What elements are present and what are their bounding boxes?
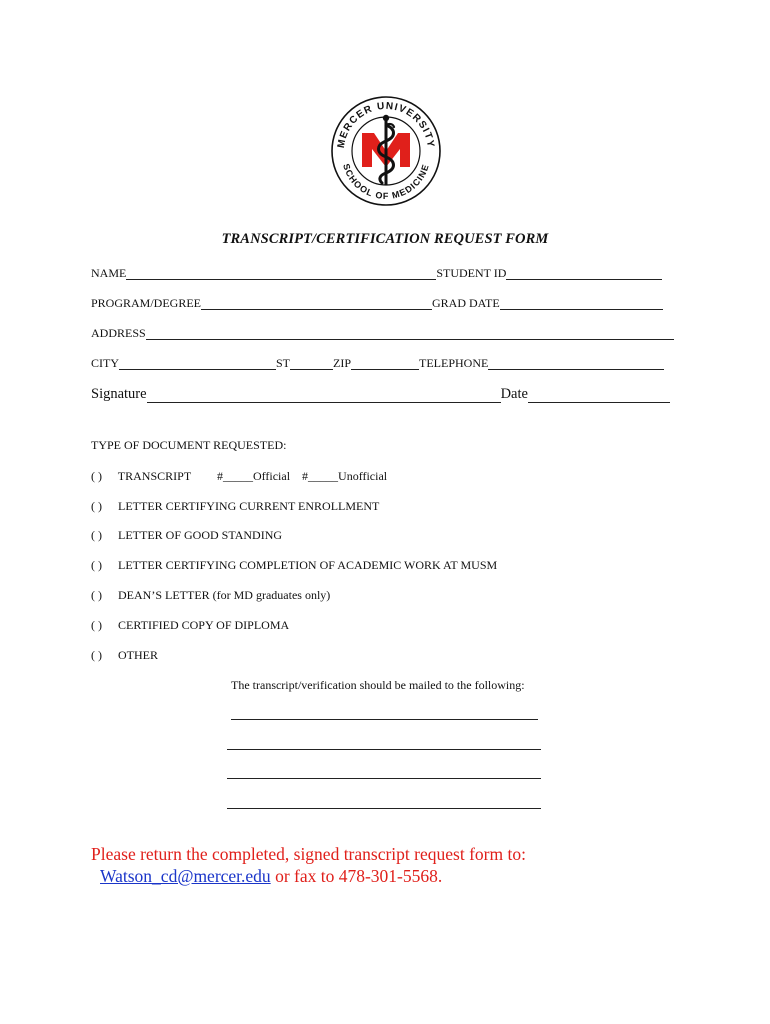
option-current-enrollment-label: LETTER CERTIFYING CURRENT ENROLLMENT bbox=[118, 499, 380, 513]
option-good-standing[interactable] bbox=[91, 528, 282, 543]
row-city-st-zip-telephone bbox=[91, 356, 664, 370]
option-deans-letter-label: DEAN’S LETTER (for MD graduates only) bbox=[118, 588, 331, 602]
mailing-address-line-2[interactable] bbox=[227, 749, 541, 750]
option-deans-letter[interactable] bbox=[91, 588, 330, 603]
program-degree-field[interactable] bbox=[201, 298, 432, 310]
telephone-field[interactable] bbox=[488, 358, 664, 370]
return-email-link[interactable]: Watson_cd@mercer.edu bbox=[100, 866, 271, 886]
return-instructions bbox=[91, 843, 526, 887]
row-program-graddate bbox=[91, 296, 663, 310]
checkbox-diploma-copy[interactable]: ( ) bbox=[91, 618, 102, 632]
option-completion-academic-work-label: LETTER CERTIFYING COMPLETION OF ACADEMIC WORK AT MUSM bbox=[118, 558, 498, 572]
grad-date-label: GRAD DATE bbox=[432, 296, 500, 310]
date-field[interactable] bbox=[528, 389, 670, 403]
option-diploma-copy[interactable] bbox=[91, 618, 289, 633]
option-transcript-copies[interactable]: #_____Official #_____Unofficial bbox=[216, 469, 388, 483]
mailing-instruction: The transcript/verification should be mailed to the following: bbox=[231, 678, 525, 692]
return-line-1: Please return the completed, signed transcript request form to: bbox=[91, 844, 526, 864]
row-name-studentid bbox=[91, 266, 662, 280]
type-of-document-header: TYPE OF DOCUMENT REQUESTED: bbox=[91, 438, 287, 452]
mailing-address-line-3[interactable] bbox=[227, 778, 541, 779]
option-transcript[interactable] bbox=[91, 469, 387, 484]
mercer-university-seal-logo bbox=[330, 95, 442, 207]
checkbox-completion-academic-work[interactable]: ( ) bbox=[91, 558, 102, 572]
signature-field[interactable] bbox=[147, 389, 501, 403]
row-signature-date bbox=[91, 386, 670, 403]
zip-label: ZIP bbox=[333, 356, 352, 370]
option-completion-academic-work[interactable] bbox=[91, 558, 497, 573]
checkbox-deans-letter[interactable]: ( ) bbox=[91, 588, 102, 602]
city-label: CITY bbox=[91, 356, 119, 370]
mailing-address-line-1[interactable] bbox=[231, 719, 538, 720]
row-address bbox=[91, 326, 674, 340]
checkbox-current-enrollment[interactable]: ( ) bbox=[91, 499, 102, 513]
option-transcript-label: TRANSCRIPT bbox=[117, 469, 191, 483]
grad-date-field[interactable] bbox=[500, 298, 663, 310]
option-other[interactable] bbox=[91, 648, 158, 663]
checkbox-transcript[interactable]: ( ) bbox=[91, 469, 102, 483]
checkbox-good-standing[interactable]: ( ) bbox=[91, 528, 102, 542]
date-label: Date bbox=[500, 386, 528, 402]
st-label: ST bbox=[276, 356, 291, 370]
option-good-standing-label: LETTER OF GOOD STANDING bbox=[118, 528, 283, 542]
option-diploma-copy-label: CERTIFIED COPY OF DIPLOMA bbox=[118, 618, 290, 632]
address-field[interactable] bbox=[146, 328, 674, 340]
zip-field[interactable] bbox=[351, 358, 419, 370]
city-field[interactable] bbox=[119, 358, 276, 370]
option-current-enrollment[interactable] bbox=[91, 499, 379, 514]
fax-text: or fax to 478-301-5568. bbox=[270, 866, 443, 886]
name-label: NAME bbox=[91, 266, 127, 280]
student-id-field[interactable] bbox=[506, 268, 662, 280]
st-field[interactable] bbox=[290, 358, 333, 370]
form-title: TRANSCRIPT/CERTIFICATION REQUEST FORM bbox=[221, 231, 549, 247]
address-label: ADDRESS bbox=[91, 326, 146, 340]
signature-label: Signature bbox=[91, 386, 147, 402]
checkbox-other[interactable]: ( ) bbox=[91, 648, 102, 662]
svg-text:SCHOOL OF MEDICINE: SCHOOL OF MEDICINE bbox=[341, 162, 431, 202]
mailing-address-line-4[interactable] bbox=[227, 808, 541, 809]
name-field[interactable] bbox=[126, 268, 436, 280]
program-degree-label: PROGRAM/DEGREE bbox=[91, 296, 202, 310]
telephone-label: TELEPHONE bbox=[419, 356, 489, 370]
return-line-2 bbox=[91, 865, 526, 887]
option-other-label: OTHER bbox=[118, 648, 158, 662]
student-id-label: STUDENT ID bbox=[436, 266, 507, 280]
svg-text:MERCER UNIVERSITY: MERCER UNIVERSITY bbox=[335, 100, 437, 149]
